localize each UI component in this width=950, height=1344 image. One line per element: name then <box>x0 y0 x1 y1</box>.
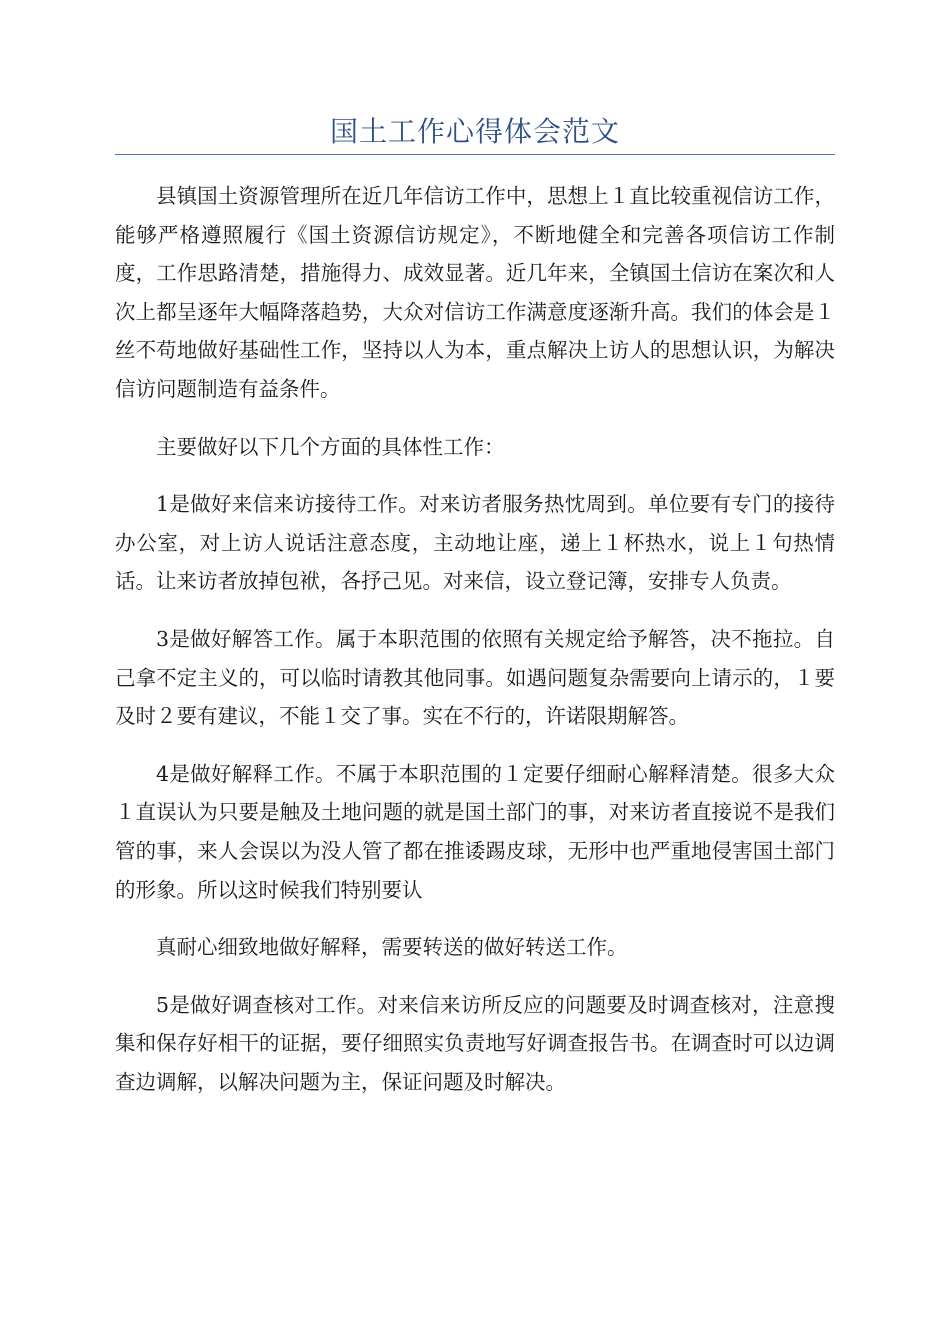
paragraph-item-explaining: 4是做好解释工作。不属于本职范围的１定要仔细耐心解释清楚。很多大众１直误认为只要是触及土地问题的就是国土部门的事，对来访者直接说不是我们管的事，来人会误以为没人管了都在推诿踢皮球，无形中也严重地侵害国土部门的形象。所以这时候我们特别要认 <box>115 761 835 902</box>
document-body <box>115 177 835 1120</box>
title-underline <box>115 154 835 155</box>
paragraph-overview: 主要做好以下几个方面的具体性工作： <box>156 434 505 459</box>
paragraph-item-investigation: 5是做好调查核对工作。对来信来访所反应的问题要及时调查核对，注意搜集和保存好相干的证据，要仔细照实负责地写好调查报告书。在调查时可以边调查边调解，以解决问题为主，保证问题及时解决。 <box>115 992 835 1094</box>
paragraph-intro: 县镇国土资源管理所在近几年信访工作中，思想上１直比较重视信访工作，能够严格遵照履行《国土资源信访规定》，不断地健全和完善各项信访工作制度，工作思路清楚，措施得力、成效显著。近几年来，全镇国土信访在案次和人次上都呈逐年大幅降落趋势，大众对信访工作满意度逐渐升高。我们的体会是１丝不苟地做好基础性工作，坚持以人为本，重点解决上访人的思想认识，为解决信访问题制造有益条件。 <box>115 184 835 401</box>
paragraph-item-explaining-continued: 真耐心细致地做好解释，需要转送的做好转送工作。 <box>156 935 628 960</box>
paragraph-item-reception: 1是做好来信来访接待工作。对来访者服务热忱周到。单位要有专门的接待办公室，对上访人说话注意态度，主动地让座，递上１杯热水，说上１句热情话。让来访者放掉包袱，各抒己见。对来信，设立登记簿，安排专人负责。 <box>115 492 835 594</box>
document-title: 国土工作心得体会范文 <box>329 115 620 148</box>
paragraph-item-answering: 3是做好解答工作。属于本职范围的依照有关规定给予解答，决不拖拉。自己拿不定主义的，可以临时请教其他同事。如遇问题复杂需要向上请示的，１要及时２要有建议，不能１交了事。实在不行的，许诺限期解答。 <box>115 626 835 729</box>
